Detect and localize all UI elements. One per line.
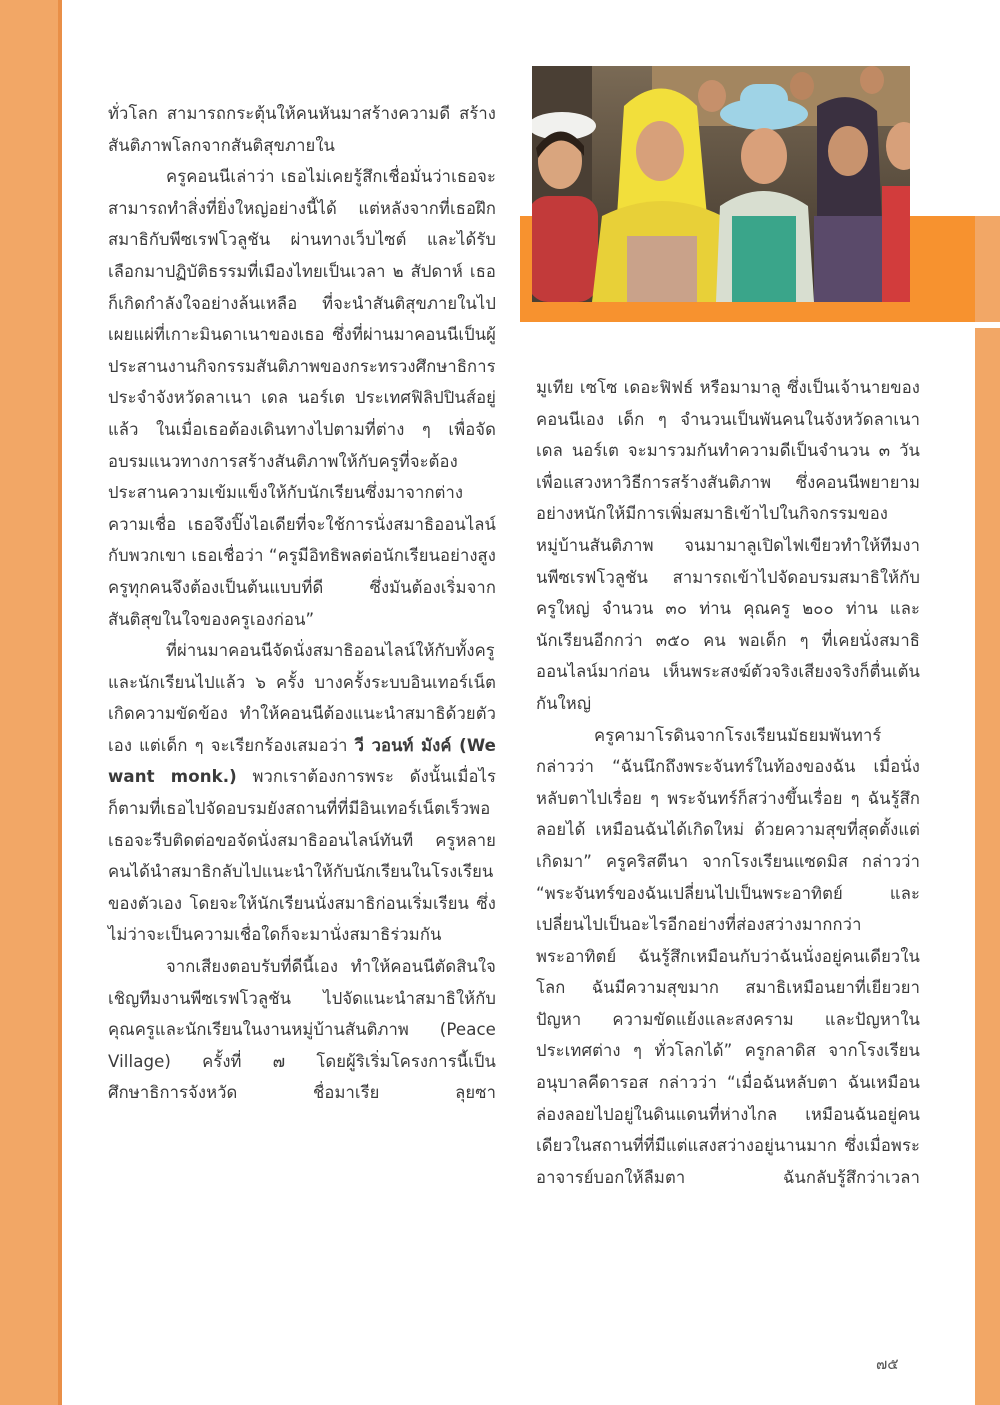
paragraph-text: พวกเราต้องการพระ ดังนั้นเมื่อไรก็ตามที่เธอไปจัดอบรมยังสถานที่ที่มีอินเทอร์เน็ตเร็วพอ เธอจะรีบติดต่อขอจัดนั่งสมาธิออนไลน์ทันที ครูหลายคนได้นำสมาธิกลับไปแนะนำให้กับนักเรียนในโรงเรียนของตัวเอง โดยจะให้นักเรียนนั่งสมาธิก่อนเริ่มเรียน ซึ่งไม่ว่าจะเป็นความเชื่อใดก็จะมานั่งสมาธิร่วมกัน <box>108 767 497 945</box>
left-text-column <box>108 98 496 1109</box>
meditation-photo <box>532 66 910 302</box>
paragraph: ครูคามาโรดินจากโรงเรียนมัธยมพันทาร์ กล่าวว่า “ฉันนึกถึงพระจันทร์ในท้องของฉัน เมื่อนั่งหลับตาไปเรื่อย ๆ พระจันทร์ก็สว่างขึ้นเรื่อย ๆ ฉันรู้สึกลอยได้ เหมือนฉันได้เกิดใหม่ ด้วยความสุขที่สุดตั้งแต่เกิดมา” ครูคริสตีนา จากโรงเรียนแซดมิส กล่าวว่า “พระจันทร์ของฉันเปลี่ยนไปเป็นพระอาทิตย์ และเปลี่ยนไปเป็นอะไรอีกอย่างที่ส่องสว่างมากกว่าพระอาทิตย์ ฉันรู้สึกเหมือนกับว่าฉันนั่งอยู่คนเดียวในโลก ฉันมีความสุขมาก สมาธิเหมือนยาที่เยียวยาปัญหา ความขัดแย้งและสงคราม และปัญหาในประเทศต่าง ๆ ทั่วโลกได้” ครูกลาดิส จากโรงเรียนอนุบาลคีดารอส กล่าวว่า “เมื่อฉันหลับตา ฉันเหมือนล่องลอยไปอยู่ในดินแดนที่ห่างไกล เหมือนฉันอยู่คนเดียวในสถานที่ที่มีแต่แสงสว่างอยู่นานมาก ซึ่งเมื่อพระอาจารย์บอกให้ลืมตา ฉันกลับรู้สึกว่าเวลา <box>536 725 920 1187</box>
right-text-column <box>536 372 920 1193</box>
paragraph-text: ที่ผ่านมาคอนนีจัดนั่งสมาธิออนไลน์ให้กับทั้งครูและนักเรียนไปแล้ว ๖ ครั้ง บางครั้งระบบอินเทอร์เน็ตเกิดความขัดข้อง ทำให้คอนนีต้องแนะนำสมาธิด้วยตัวเอง แต่เด็ก ๆ จะเรียกร้องเสมอว่า <box>108 641 496 755</box>
photo-frame-divider <box>520 322 1000 328</box>
paragraph: มูเทีย เซโซ เดอะฟิฟธ์ หรือมามาลู ซึ่งเป็นเจ้านายของคอนนีเอง เด็ก ๆ จำนวนเป็นพันคนในจังหวัดลาเนา เดล นอร์เต จะมารวมกันทำความดีเป็นจำนวน ๓ วัน เพื่อแสวงหาวิธีการสร้างสันติภาพ ซึ่งคอนนีพยายามอย่างหนักให้มีการเพิ่มสมาธิเข้าไปในกิจกรรมของหมู่บ้านสันติภาพ จนมามาลูเปิดไฟเขียวทำให้ทีมงานพีซเรฟโวลูชัน สามารถเข้าไปจัดอบรมสมาธิให้กับครูใหญ่ จำนวน ๓๐ ท่าน คุณครู ๒๐๐ ท่าน และนักเรียนอีกกว่า ๓๕๐ คน พอเด็ก ๆ ที่เคยนั่งสมาธิออนไลน์มาก่อน เห็นพระสงฆ์ตัวจริงเสียงจริงก็ตื่นเต้นกันใหญ่ <box>536 378 920 713</box>
left-margin-band <box>0 0 62 1405</box>
paragraph: ครูคอนนีเล่าว่า เธอไม่เคยรู้สึกเชื่อมั่นว่าเธอจะสามารถทำสิ่งที่ยิ่งใหญ่อย่างนี้ได้ แต่หลังจากที่เธอฝึกสมาธิกับพีซเรฟโวลูชัน ผ่านทางเว็บไซต์ และได้รับเลือกมาปฏิบัติธรรมที่เมืองไทยเป็นเวลา ๒ สัปดาห์ เธอก็เกิดกำลังใจอย่างล้นเหลือ ที่จะนำสันติสุขภายในไปเผยแผ่ที่เกาะมินดาเนาของเธอ ซึ่งที่ผ่านมาคอนนีเป็นผู้ประสานงานกิจกรรมสันติภาพของกระทรวงศึกษาธิการ ประจำจังหวัดลาเนา เดล นอร์เต ประเทศฟิลิปปินส์อยู่แล้ว ในเมื่อเธอต้องเดินทางไปตามที่ต่าง ๆ เพื่อจัดอบรมแนวทางการสร้างสันติภาพให้กับครูที่จะต้องประสานความเข้มแข็งให้กับนักเรียนซึ่งมาจากต่างความเชื่อ เธอจึงปิ๊งไอเดียที่จะใช้การนั่งสมาธิออนไลน์กับพวกเขา เธอเชื่อว่า “ครูมีอิทธิพลต่อนักเรียนอย่างสูง ครูทุกคนจึงต้องเป็นต้นแบบที่ดี ซึ่งมันต้องเริ่มจากสันติสุขในใจของครูเองก่อน” <box>108 167 496 629</box>
paragraph: ทั่วโลก สามารถกระตุ้นให้คนหันมาสร้างความดี สร้างสันติภาพโลกจากสันติสุขภายใน <box>108 104 496 155</box>
page-number: ๗๕ <box>876 1355 899 1373</box>
paragraph: จากเสียงตอบรับที่ดีนี้เอง ทำให้คอนนีตัดสินใจเชิญทีมงานพีซเรฟโวลูชัน ไปจัดแนะนำสมาธิให้กับคุณครูและนักเรียนในงานหมู่บ้านสันติภาพ (Peace Village) ครั้งที่ ๗ โดยผู้ริเริ่มโครงการนี้เป็นศึกษาธิการจังหวัด ชื่อมาเรีย ลุยซา <box>108 957 496 1103</box>
paragraph <box>108 635 496 951</box>
emphasis-text: วี วอนท์ มังค์ (We want monk.) <box>108 735 496 787</box>
left-margin-band-edge <box>58 0 62 1405</box>
right-margin-band <box>975 216 1000 1405</box>
